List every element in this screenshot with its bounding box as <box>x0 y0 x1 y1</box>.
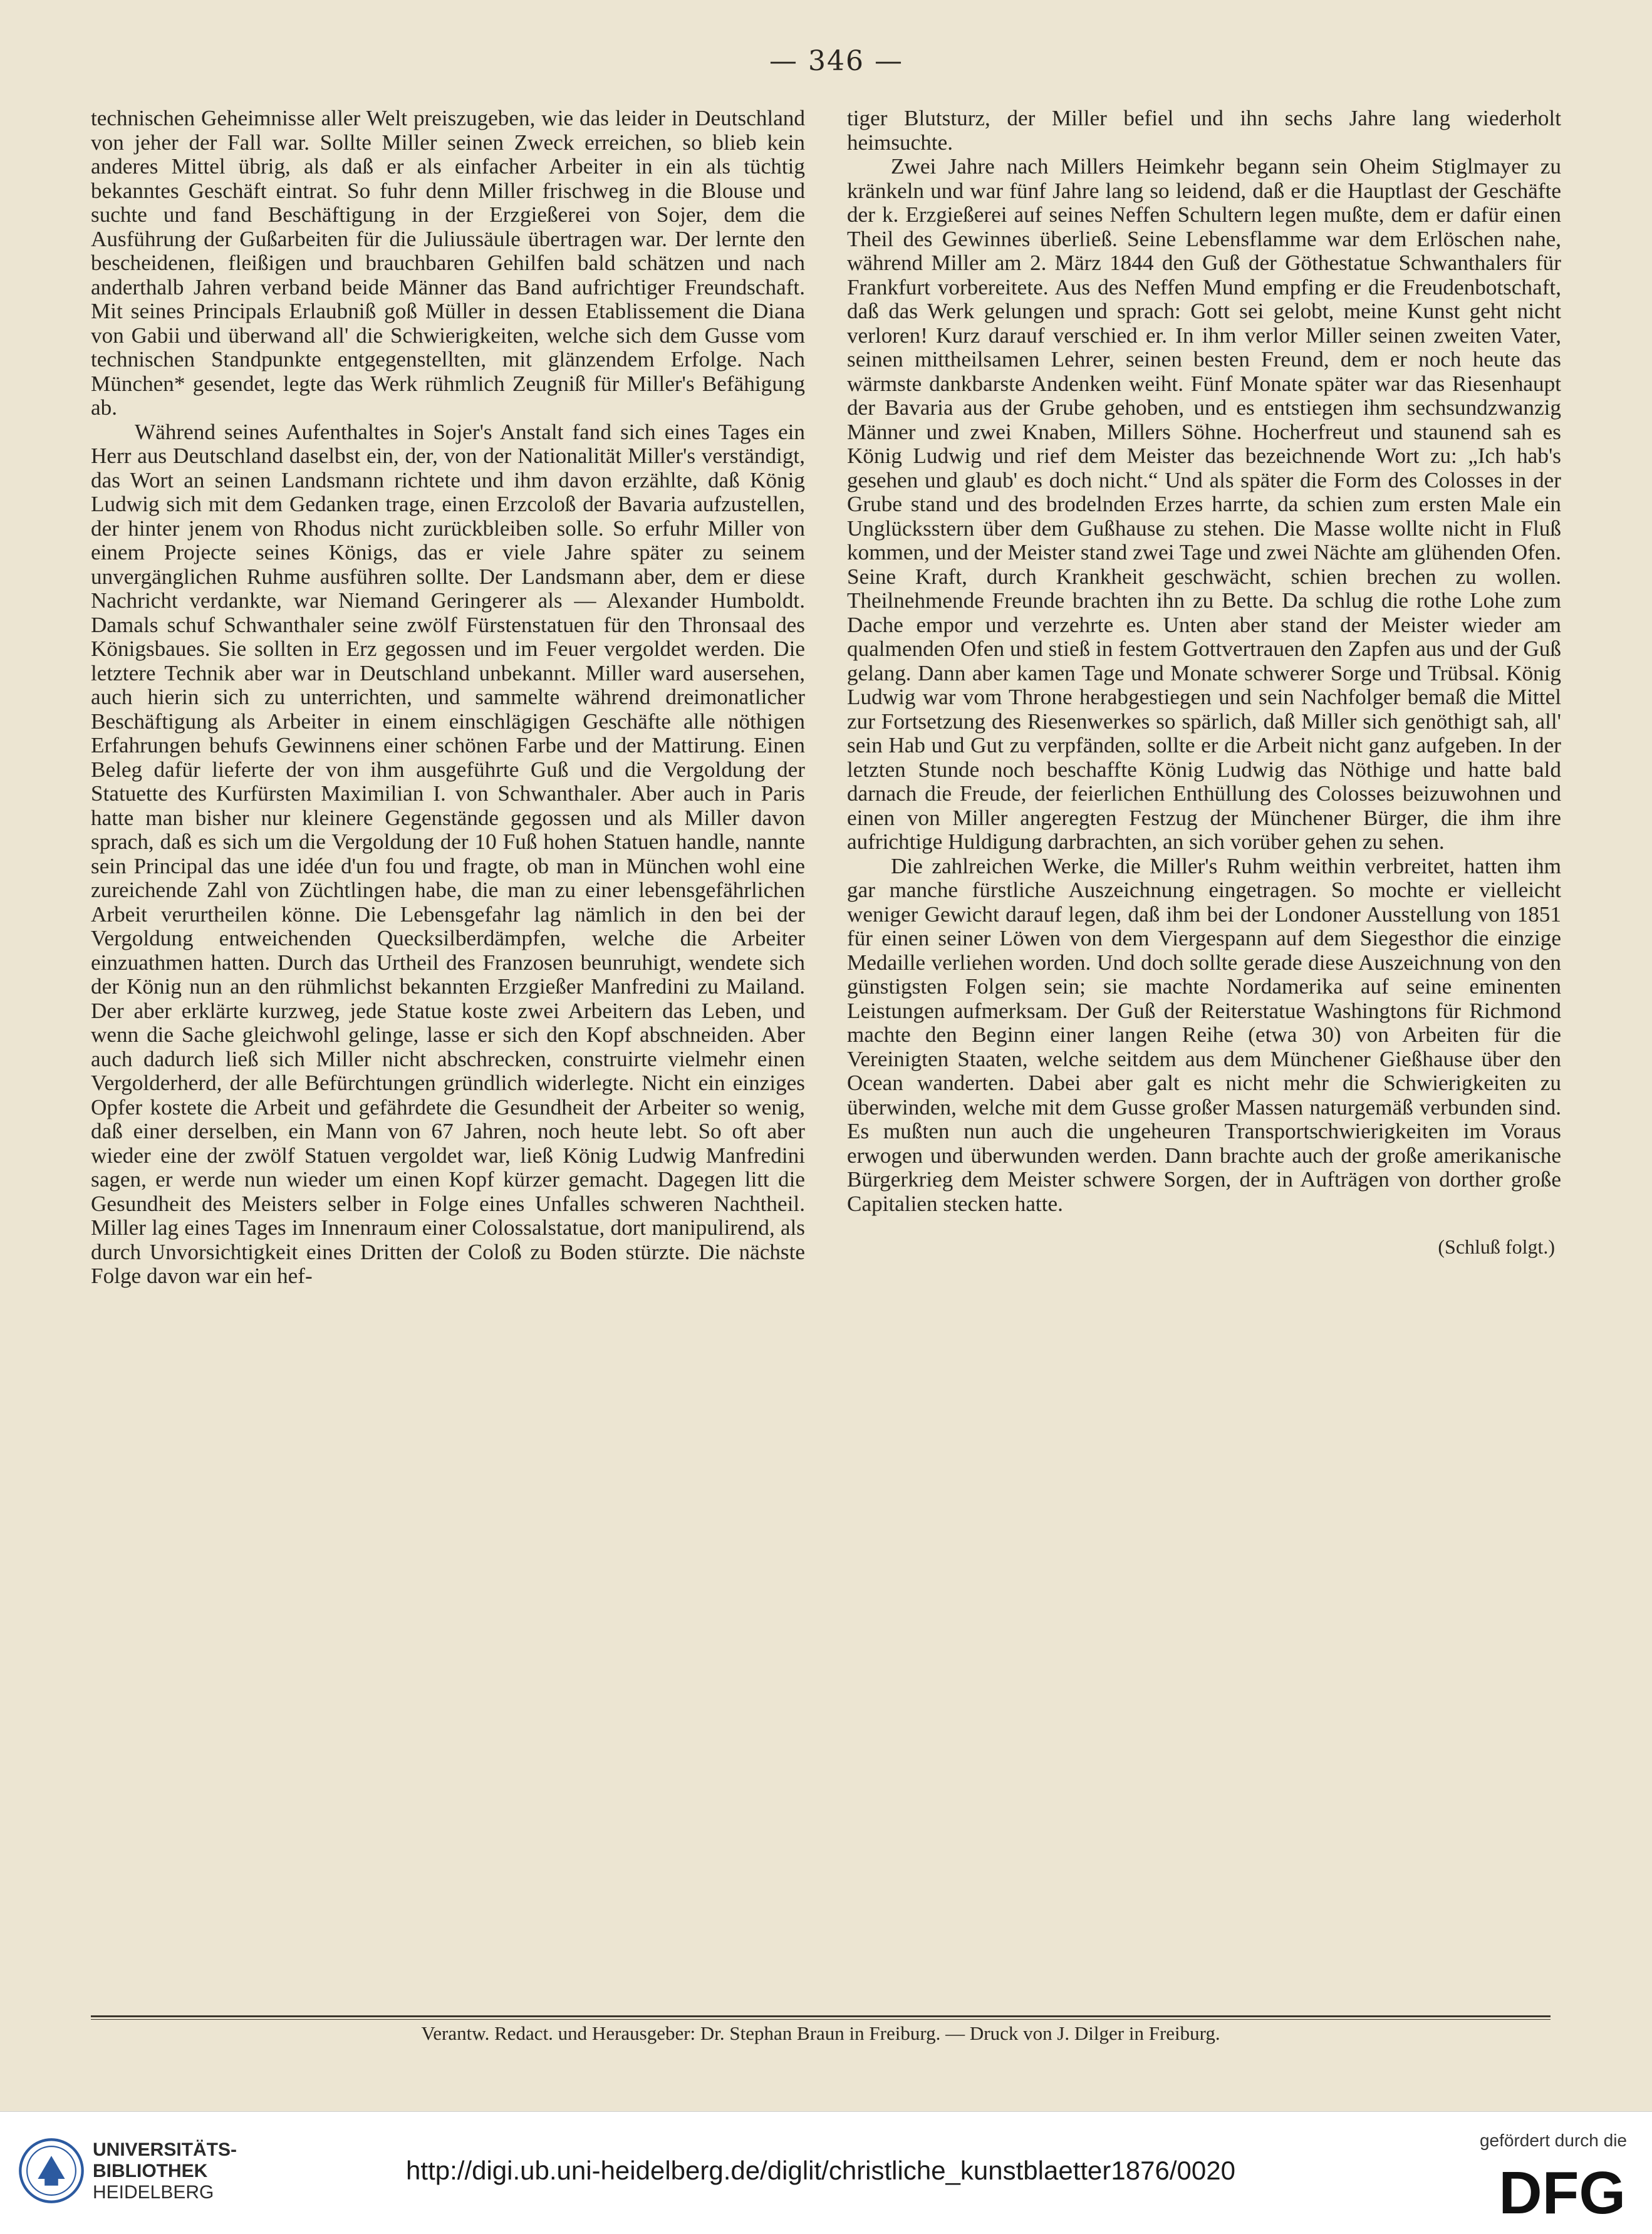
viewer-footer <box>0 2111 1652 2234</box>
separator-rule <box>91 2015 1551 2017</box>
paragraph: Während seines Aufenthaltes in Sojer's Anstalt fand sich eines Tages ein Herr aus Deutschland daselbst ein, der, von der Nationalität Miller's verständigt, das Wort an seinen Landsmann richtete und ihm davon erzählte, daß König Ludwig sich mit dem Gedanken trage, einen Erzcoloß der Bavaria aufzustellen, der hinter jenem von Rhodus nicht zurückbleiben solle. So erfuhr Miller von einem Projecte seines Königs, das er viele Jahre später zu seinem unvergänglichen Ruhme ausführen sollte. Der Landsmann aber, dem er diese Nachricht verdankte, war Niemand Geringerer als — Alexander Humboldt. Damals schuf Schwanthaler seine zwölf Fürstenstatuen für den Thronsaal des Königsbaues. Sie sollten in Erz gegossen und im Feuer vergoldet werden. Die letztere Technik aber war in Deutschland unbekannt. Miller ward ausersehen, auch hierin sich zu unterrichten, und sammelte während dreimonatlicher Beschäftigung als Arbeiter in einem einschlägigen Geschäfte alle nöthigen Erfahrungen behufs Gewinnens einer schönen Farbe und der Mattirung. Einen Beleg dafür lieferte der von ihm ausgeführte Guß und die Vergoldung der Statuette des Kurfürsten Maximilian I. von Schwanthaler. Aber auch in Paris hatte man bisher nur kleinere Gegenstände gegossen und als Miller davon sprach, daß es sich um die Vergoldung der 10 Fuß hohen Statuen handle, nannte sein Principal das une idée d'un fou und fragte, ob man in München wohl eine zureichende Zahl von Züchtlingen habe, die man zu einer lebensgefährlichen Arbeit verurtheilen könne. Die Lebensgefahr lag nämlich in den bei der Vergoldung entweichenden Quecksilberdämpfen, welche die Arbeiter einzuathmen hatten. Durch das Urtheil des Franzosen beunruhigt, wendete sich der König nun an den rühmlichst bekannten Erzgießer Manfredini zu Mailand. Der aber erklärte kurzweg, jede Statue koste zwei Arbeitern das Leben, und wenn die Sache gleichwohl gelinge, lasse er sich den Kopf abschneiden. Aber auch dadurch ließ sich Miller nicht abschrecken, construirte vielmehr einen Vergolderherd, der alle Befürchtungen gründlich widerlegte. Nicht ein einziges Opfer kostete die Arbeit und gefährdete die Gesundheit der Arbeiter so wenig, daß einer derselben, ein Mann von 67 Jahren, noch heute lebt. So oft aber wieder eine der zwölf Statuen vergoldet war, ließ König Ludwig Manfredini sagen, er werde nun wieder um einen Kopf kürzer gemacht. Dagegen litt die Gesundheit des Meisters selber in Folge eines Unfalles schweren Nachtheil. Miller lag eines Tages im Innenraum einer Colossalstatue, dort manipulirend, als durch Unvorsichtigkeit eines Dritten der Coloß zu Boden stürzte. Die nächste Folge davon war ein hef- <box>91 419 805 1288</box>
paragraph: tiger Blutsturz, der Miller befiel und ihn sechs Jahre lang wiederholt heimsuchte. <box>847 106 1561 155</box>
left-column <box>91 107 805 1289</box>
university-seal-icon <box>18 2137 85 2205</box>
paragraph: Zwei Jahre nach Millers Heimkehr begann sein Oheim Stiglmayer zu kränkeln und war fünf Jahre lang so leidend, daß er die Hauptlast der Geschäfte der k. Erzgießerei auf seines Neffen Schultern legen mußte, dem er dafür einen Theil des Gewinnes überließ. Seine Lebensflamme war dem Erlöschen nahe, während Miller am 2. März 1844 den Guß der Göthestatue Schwanthalers für Frankfurt vorbereitete. Aus des Neffen Mund empfing er die Freudenbotschaft, daß das Werk gelungen und sprach: Gott sei gelobt, meine Kunst geht nicht verloren! Kurz darauf verschied er. In ihm verlor Miller seinen zweiten Vater, seinen mittheilsamen Lehrer, seinen besten Freund, dem er noch heute das wärmste dankbarste Andenken weiht. Fünf Monate später war das Riesenhaupt der Bavaria aus der Grube gehoben, und es entstiegen ihm sechsundzwanzig Männer und zwei Knaben, Millers Söhne. Hocherfreut und staunend sah es König Ludwig und rief dem Meister das bezeichnende Wort zu: „Ich hab's gesehen und glaub' es doch nicht.“ Und als später die Form des Colosses in der Grube stand und des brodelnden Erzes harrte, da schien zum ersten Male ein Unglücksstern über dem Gußhause zu stehen. Die Masse wollte nicht in Fluß kommen, und der Meister stand zwei Tage und zwei Nächte am glühenden Ofen. Seine Kraft, durch Krankheit geschwächt, schien brechen zu wollen. Theilnehmende Freunde brachten ihn zu Bette. Da schlug die rothe Lohe zum Dache empor und verzehrte es. Unten aber stand der Meister wieder am qualmenden Ofen und stieß in festem Gottvertrauen den Zapfen aus und der Guß gelang. Dann aber kamen Tage und Monate schwerer Sorge und Trübsal. König Ludwig war vom Throne herabgestiegen und sein Nachfolger bemaß die Mittel zur Fortsetzung des Riesenwerkes so spärlich, daß Miller sich genöthigt sah, all' sein Hab und Gut zu verpfänden, sollte er die Arbeit nicht ganz aufgeben. In der letzten Stunde noch beschaffte König Ludwig das Nöthige und hatte bald darnach die Freude, der feierlichen Enthüllung des Colosses beizuwohnen und einen von Miller angeregten Festzug der Münchener Bürger, die ihm ihre aufrichtige Huldigung darbrachten, an sich vorüber gehen zu sehen. <box>847 154 1561 854</box>
continuation-note: (Schluß folgt.) <box>1438 1235 1555 1258</box>
separator-rule <box>91 2019 1551 2020</box>
right-column <box>847 107 1561 1259</box>
paragraph: Die zahlreichen Werke, die Miller's Ruhm weithin verbreitet, hatten ihm gar manche fürstliche Auszeichnung eingetragen. So mochte er vielleicht weniger Gewicht darauf legen, daß ihm bei der Londoner Ausstellung von 1851 für einen seiner Löwen von dem Viergespann auf dem Siegesthor die einzige Medaille verliehen worden. Und doch sollte gerade diese Auszeichnung von den günstigsten Folgen sein; sie machte Nordamerika auf seine eminenten Leistungen aufmerksam. Der Guß der Reiterstatue Washingtons für Richmond machte den Beginn einer langen Reihe (etwa 30) von Arbeiten für die Vereinigten Staaten, welche seitdem aus dem Münchener Gießhause über den Ocean wanderten. Dabei aber galt es nicht mehr die Schwierigkeiten zu überwinden, welche mit dem Gusse großer Massen naturgemäß verbunden sind. Es mußten nun auch die ungeheuren Transportschwierigkeiten im Voraus erwogen und überwunden werden. Dann brachte auch der große amerikanische Bürgerkrieg dem Meister schwere Sorgen, der in Aufträgen von dorther große Capitalien stecken hatte. <box>847 853 1561 1216</box>
dfg-logo <box>1426 2162 1627 2218</box>
page-number: — 346 — <box>769 45 903 77</box>
imprint: Verantw. Redact. und Herausgeber: Dr. Stephan Braun in Freiburg. — Druck von J. Dilger in Freiburg. <box>421 2022 1220 2044</box>
library-name: UNIVERSITÄTS- BIBLIOTHEK HEIDELBERG <box>93 2139 237 2203</box>
funded-by-label: gefördert durch die <box>1479 2131 1627 2150</box>
svg-text:DFG: DFG <box>1499 2162 1626 2218</box>
permalink-url[interactable]: http://digi.ub.uni-heidelberg.de/diglit/christliche_kunstblaetter1876/0020 <box>406 2156 1235 2185</box>
paragraph: technischen Geheimnisse aller Welt preiszugeben, wie das leider in Deutschland von jeher der Fall war. Sollte Miller seinen Zweck erreichen, so blieb kein anderes Mittel übrig, als daß er als einfacher Arbeiter in ein als tüchtig bekanntes Geschäft eintrat. So fuhr denn Miller frischweg in die Blouse und suchte und fand Beschäftigung in der Erzgießerei von Sojer, dem die Ausführung der Gußarbeiten für die Juliussäule übertragen war. Der lernte den bescheidenen, fleißigen und brauchbaren Gehilfen bald schätzen und nach anderthalb Jahren verband beide Männer das Band aufrichtiger Freundschaft. Mit seines Principals Erlaubniß goß Müller in dessen Etablissement die Diana von Gabii und überwand all' die Schwierigkeiten, welche sich dem Gusse vom technischen Standpunkte entgegenstellten, mit glänzendem Erfolge. Nach München* gesendet, legte das Werk rühmlich Zeugniß für Miller's Befähigung ab. <box>91 106 805 420</box>
